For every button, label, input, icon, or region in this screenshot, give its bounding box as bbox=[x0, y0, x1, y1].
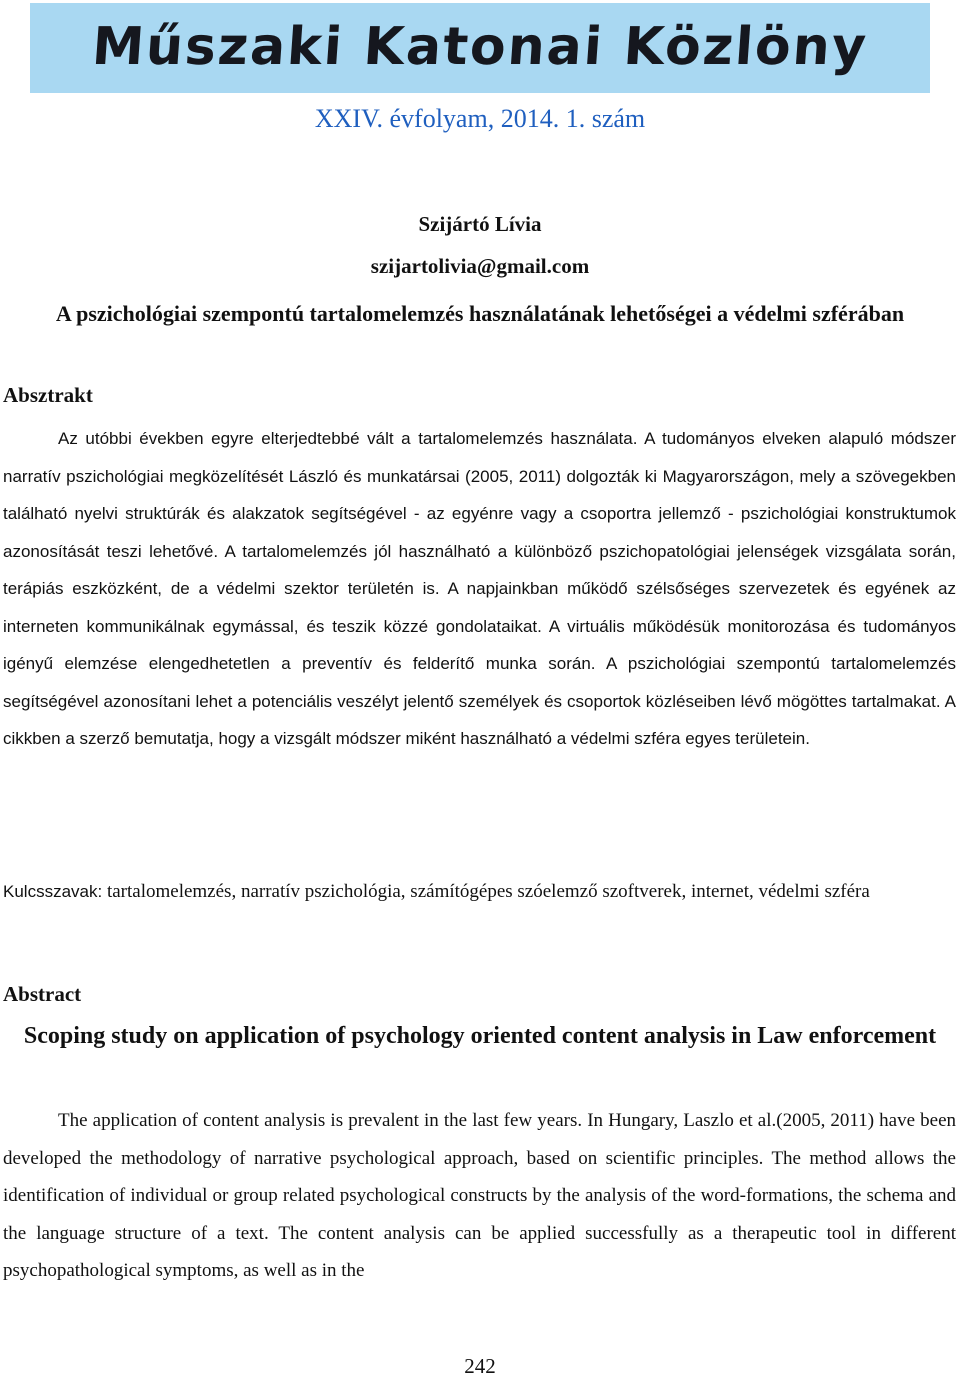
journal-banner bbox=[30, 3, 930, 93]
keywords-label: Kulcsszavak: bbox=[3, 882, 103, 901]
article-title-hu: A pszichológiai szempontú tartalomelemzés használatának lehetőségei a védelmi szférában bbox=[55, 301, 905, 326]
author-email: szijartolivia@gmail.com bbox=[370, 254, 590, 278]
abstract-en-body: The application of content analysis is prevalent in the last few years. In Hungary, Laszlo et al.(2005, 2011) have been developed the methodology of narrative psychological approach, based on scientific principles. The method allows the identification of individual or group related psychological constructs by the analysis of the word-formations, the schema and the language structure of a text. The content analysis can be applied successfully as a therapeutic tool in different psychopathological symptoms, as well as in the bbox=[3, 1110, 956, 1281]
keywords-text: tartalomelemzés, narratív pszichológia, számítógépes szóelemző szoftverek, internet, védelmi szféra bbox=[106, 881, 870, 902]
abstract-en-heading: Abstract bbox=[3, 982, 82, 1006]
abstract-hu-heading: Absztrakt bbox=[3, 383, 93, 407]
abstract-hu-body: Az utóbbi években egyre elterjedtebbé vált a tartalomelemzés használata. A tudományos elveken alapuló módszer narratív pszichológiai megközelítését László és munkatársai (2005, 2011) dolgozták ki Magyarországon, mely a szövegekben található nyelvi struktúrák és alakzatok segítségével - az egyénre vagy a csoportra jellemző - pszichológiai konstruktumok azonosítását teszi lehetővé. A tartalomelemzés jól használható a különböző pszichopatológiai jelenségek vizsgálata során, terápiás eszközként, de a védelmi szektor területén is. A napjainkban működő szélsőséges szervezetek és egyének az interneten kommunikálnak egymással, és teszik közzé gondolataikat. A virtuális működésük monitorozása és tudományos igényű elemzése elengedhetetlen a preventív és felderítő munka során. A pszichológiai szempontú tartalomelemzés segítségével azonosítani lehet a potenciális veszélyt jelentő személyek és csoportok közléseiben lévő mögöttes tartalmakat. A cikkben a szerző bemutatja, hogy a vizsgált módszer miként használható a védelmi szféra egyes területein. bbox=[3, 429, 956, 748]
page-number: 242 bbox=[464, 1354, 496, 1378]
author-name: Szijártó Lívia bbox=[418, 212, 542, 236]
article-title-en: Scoping study on application of psychology oriented content analysis in Law enforcement bbox=[23, 1023, 937, 1049]
issue-line: XXIV. évfolyam, 2014. 1. szám bbox=[314, 104, 646, 133]
journal-logo: Műszaki Katonai Közlöny bbox=[90, 17, 870, 77]
keywords bbox=[3, 873, 948, 911]
